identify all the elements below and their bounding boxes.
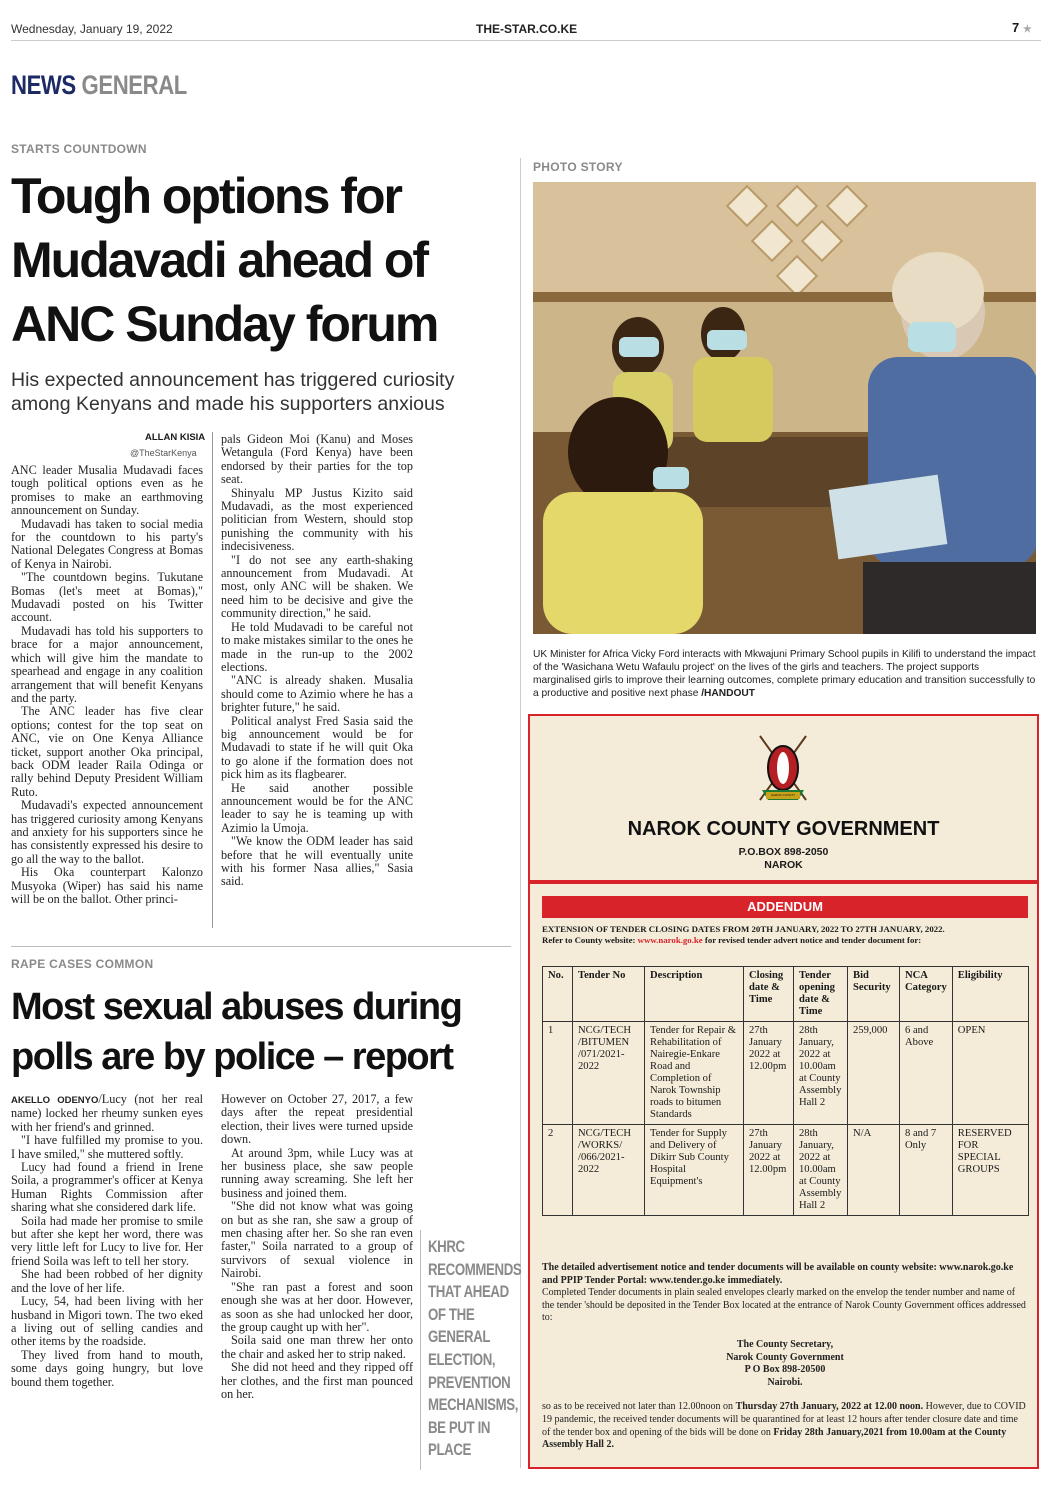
- tender-table: [542, 966, 1029, 1216]
- table-row: [543, 1022, 1029, 1125]
- story1-byline: ALLAN KISIA: [145, 432, 206, 443]
- story2-column-1: [11, 1093, 203, 1389]
- table-cell: OPEN: [952, 1022, 1028, 1125]
- crest-ribbon: NAROK COUNTY: [770, 793, 796, 797]
- story1-column-1: [11, 464, 203, 906]
- ad-intro-line: [542, 935, 1032, 946]
- caption-credit: /HANDOUT: [701, 688, 755, 699]
- closing-text: so as to be received not later than 12.00noon on: [542, 1401, 736, 1413]
- ad-town: NAROK: [764, 859, 803, 871]
- addendum-banner: ADDENDUM: [542, 896, 1028, 918]
- paragraph: "We know the ODM leader has said before that he will eventually unite with his former Nasa allies," Sasia said.: [221, 834, 413, 889]
- ad-note-detailed: The detailed advertisement notice and tender documents will be available on county website: www.narok.go.ke and PPIP Tender Portal: www.tender.go.ke immediately.: [542, 1262, 1014, 1286]
- pullquote-line: MECHANISMS,: [428, 1395, 519, 1415]
- table-cell: 28th January, 2022 at 10.00am at County Assembly Hall 2: [794, 1022, 848, 1125]
- story1-headline: [11, 164, 437, 356]
- column-header: Tender opening date & Time: [794, 967, 848, 1022]
- pullquote-line: PREVENTION: [428, 1372, 511, 1392]
- table-cell: 27th January 2022 at 12.00pm: [744, 1022, 794, 1125]
- paragraph: Mudavadi's expected announcement has triggered curiosity among Kenyans and anxiety for his supporters since he has consistently expressed his desire to go all the way to the ballot.: [11, 798, 203, 866]
- column-header: Eligibility: [952, 967, 1028, 1022]
- column-header: NCA Category: [900, 967, 953, 1022]
- story1-headline-line: Tough options for: [11, 168, 401, 224]
- paragraph: "I do not see any earth-shaking announcement from Mudavadi. At most, only ANC will be shaken. We need him to be decisive and give the community direction," he said.: [221, 552, 413, 621]
- story2-headline-line: polls are by police – report: [11, 1036, 453, 1078]
- address-line: P O Box 898-20500: [744, 1364, 826, 1376]
- paragraph: They lived from hand to mouth, some days going hungry, but love bound them together.: [11, 1347, 203, 1389]
- pullquote-rule: [420, 1230, 421, 1470]
- table-cell: NCG/TECH /BITUMEN /071/2021-2022: [573, 1022, 645, 1125]
- paragraph: The ANC leader has five clear options; contest for the top seat on ANC, vie on One Kenya Alliance ticket, support another Oka principal, back ODM leader Raila Odinga or rally behind Deputy President William Ruto.: [11, 704, 203, 799]
- story1-handle: @TheStarKenya: [130, 448, 197, 458]
- paragraph: At around 3pm, while Lucy was at her business place, she saw people running away screaming. She left her business and joined them.: [221, 1145, 413, 1200]
- county-crest-icon: [752, 730, 814, 810]
- column-header: Tender No: [573, 967, 645, 1022]
- ad-intro: [542, 924, 1032, 946]
- paragraph: Mudavadi has taken to social media for the countdown to his party's National Delegates Congress at Bomas of Kenya in Nairobi.: [11, 516, 203, 571]
- star-icon: ★: [1022, 24, 1032, 35]
- story1-column-2: [221, 433, 413, 889]
- story2-byline: AKELLO ODENYO: [11, 1095, 99, 1106]
- pullquote-line: THAT AHEAD: [428, 1282, 509, 1302]
- paragraph: She had been robbed of her dignity and the love of her life.: [11, 1267, 203, 1295]
- table-cell: NCG/TECH /WORKS/ /066/2021-2022: [573, 1125, 645, 1216]
- closing-date: Thursday 27th January, 2022 at 12.00 noon.: [735, 1401, 924, 1413]
- table-cell: RESERVED FOR SPECIAL GROUPS: [952, 1125, 1028, 1216]
- paragraph: She did not heed and they ripped off her clothes, and the first man pounced on her.: [221, 1360, 413, 1401]
- photo-caption: [533, 648, 1036, 700]
- paragraph: His Oka counterpart Kalonzo Musyoka (Wiper) has said his name will be on the ballot. Other princi-: [11, 865, 203, 906]
- paragraph: "ANC is already shaken. Musalia should come to Azimio where he has a brighter future," he said.: [221, 673, 413, 715]
- column-header: No.: [543, 967, 573, 1022]
- paragraph: He said another possible announcement would be for the ANC leader to say he is teaming up with Azimio la Umoja.: [221, 780, 413, 835]
- story2-column-2: [221, 1093, 413, 1401]
- address-line: Narok County Government: [726, 1351, 844, 1363]
- paragraph: "She ran past a forest and soon enough she was at her door. However, as soon as she had unlocked her door, the group caught up with her".: [221, 1279, 413, 1334]
- paragraph: AKELLO ODENYO/Lucy (not her real name) locked her rheumy sunken eyes with her friend's and grinned.: [11, 1092, 203, 1134]
- column-header: Closing date & Time: [744, 967, 794, 1022]
- table-cell: 2: [543, 1125, 573, 1216]
- story2-headline: [11, 982, 461, 1082]
- table-cell: Tender for Supply and Delivery of Dikirr Sub County Hospital Equipment's: [645, 1125, 744, 1216]
- story2-kicker: RAPE CASES COMMON: [11, 957, 154, 971]
- ad-intro-text: Refer to County website:: [542, 935, 638, 945]
- caption-text: UK Minister for Africa Vicky Ford interacts with Mkwajuni Primary School pupils in Kilifi to understand the impact of the 'Wasichana Wetu Wafaulu project' on the lives of the girls and teachers. The project supports marginalised girls to improve their learning outcomes, complete primary education and transition successfully to a productive and positive next phase: [533, 649, 1036, 699]
- column-header: Bid Security: [848, 967, 900, 1022]
- story1-standfirst: [11, 368, 454, 416]
- table-cell: 27th January 2022 at 12.00pm: [744, 1125, 794, 1216]
- section-primary: NEWS: [11, 70, 76, 100]
- paragraph: He told Mudavadi to be careful not to make mistakes similar to the ones he made in the run-up to the 2002 elections.: [221, 619, 413, 674]
- ad-title: NAROK COUNTY GOVERNMENT: [627, 818, 940, 840]
- paragraph: "I have fulfilled my promise to you. I have smiled," she muttered softly.: [11, 1133, 203, 1161]
- table-cell: 259,000: [848, 1022, 900, 1125]
- county-website-link[interactable]: www.narok.go.ke: [637, 935, 703, 945]
- paragraph: pals Gideon Moi (Kanu) and Moses Wetangula (Ford Kenya) have been endorsed by their parties for the top seat.: [221, 432, 413, 487]
- masthead-rule: [11, 40, 1041, 41]
- story1-headline-line: ANC Sunday forum: [11, 296, 438, 352]
- column-header: Description: [645, 967, 744, 1022]
- classroom-photo-illustration: [533, 182, 1036, 634]
- pullquote-line: BE PUT IN: [428, 1417, 491, 1437]
- table-header-row: [543, 967, 1029, 1022]
- photo-image: [533, 182, 1036, 634]
- table-row: [543, 1125, 1029, 1216]
- paragraph: "The countdown begins. Tukutane Bomas (let's meet at Bomas)," Mudavadi posted on his Twitter account.: [11, 570, 203, 625]
- photo-kicker: PHOTO STORY: [533, 160, 623, 174]
- address-line: The County Secretary,: [736, 1338, 834, 1350]
- paragraph: Mudavadi has told his supporters to brace for a major announcement, which will give him the mandate to spearhead and engage in any coalition arrangement that will benefit Kenyans and the party.: [11, 623, 203, 705]
- paragraph: However on October 27, 2017, a few days after the repeat presidential election, their lives were turned upside down.: [221, 1092, 413, 1147]
- ad-box: P.O.BOX 898-2050: [738, 846, 829, 858]
- story1-headline-line: Mudavadi ahead of: [11, 232, 428, 288]
- address-line: Nairobi.: [767, 1376, 803, 1388]
- ad-note-submission: Completed Tender documents in plain sealed envelopes clearly marked on the envelop the tender number and name of the tender 'should be deposited in the Tender Box located at the entrance of Narok County Government offices addressed to:: [542, 1287, 1026, 1324]
- ad-address: [542, 1339, 1028, 1389]
- masthead-site: THE-STAR.CO.KE: [476, 22, 578, 36]
- paragraph: Lucy had found a friend in Irene Soila, a programmer's officer at Kenya Human Rights Commission after sharing what she considered dark life.: [11, 1160, 203, 1215]
- ad-closing: [542, 1401, 1028, 1451]
- section-secondary: GENERAL: [81, 70, 187, 100]
- paragraph: Shinyalu MP Justus Kizito said Mudavadi, as the most experienced politician from Western, should stop punishing the community with his indecisiveness.: [221, 485, 413, 554]
- pullquote-line: ELECTION,: [428, 1349, 496, 1369]
- page-number: [1012, 20, 1032, 35]
- story-divider: [11, 946, 511, 947]
- table-cell: 8 and 7 Only: [900, 1125, 953, 1216]
- table-cell: N/A: [848, 1125, 900, 1216]
- paragraph: "She did not know what was going on but as she ran, she saw a group of men chasing after her. So she ran even faster," Soila narrated to a group of survivors of sexual violence in Nairobi.: [221, 1199, 413, 1281]
- paragraph: Political analyst Fred Sasia said the big announcement would be for Mudavadi to state if he will quit Oka to go alone if the formation does not pick him as its flagbearer.: [221, 713, 413, 782]
- page-number-text: 7: [1012, 20, 1020, 35]
- paragraph: ANC leader Musalia Mudavadi faces tough political options even as he promises to make an earthmoving announcement on Sunday.: [11, 463, 203, 518]
- pullquote-line: OF THE: [428, 1304, 475, 1324]
- opening-date: Friday 28th January,2021 from 10.00am at the County Assembly Hall 2.: [542, 1426, 1007, 1451]
- standfirst-line: among Kenyans and made his supporters anxious: [11, 393, 445, 415]
- tender-advertisement: [528, 714, 1039, 1469]
- ad-notes: [542, 1262, 1028, 1452]
- pullquote-line: RECOMMENDS: [428, 1259, 522, 1279]
- pullquote-line: KHRC: [428, 1237, 465, 1256]
- pullquote-line: GENERAL: [428, 1327, 491, 1347]
- ad-intro-line: EXTENSION OF TENDER CLOSING DATES FROM 20TH JANUARY, 2022 TO 27TH JANUARY, 2022.: [542, 924, 945, 934]
- pullquote-line: PLACE: [428, 1440, 471, 1460]
- table-cell: 28th January, 2022 at 10.00am at County Assembly Hall 2: [794, 1125, 848, 1216]
- ad-intro-text: for revised tender advert notice and tender document for:: [702, 935, 922, 945]
- table-cell: 1: [543, 1022, 573, 1125]
- paragraph: Lucy, 54, had been living with her husband in Migori town. The two eked a living out of selling candies and other items by the roadside.: [11, 1294, 203, 1349]
- paragraph-text: Lucy (not her real name) locked her rheumy sunken eyes with her friend's and grinned.: [11, 1092, 203, 1134]
- table-cell: Tender for Repair & Rehabilitation of Nairegie-Enkare Road and Completion of Narok Township roads to bitumen Standards: [645, 1022, 744, 1125]
- story1-kicker: STARTS COUNTDOWN: [11, 142, 147, 156]
- standfirst-line: His expected announcement has triggered curiosity: [11, 369, 455, 391]
- story2-pullquote: [428, 1236, 521, 1462]
- story1-column-rule: [212, 432, 213, 928]
- paragraph: Soila said one man threw her onto the chair and asked her to strip naked.: [221, 1333, 413, 1361]
- paragraph: Soila had made her promise to smile but after she kept her word, there was very little left for Lucy to live for. Her friend Soila was left to tell her story.: [11, 1213, 203, 1268]
- table-cell: 6 and Above: [900, 1022, 953, 1125]
- masthead-date: Wednesday, January 19, 2022: [11, 22, 173, 36]
- ad-top-rule: [530, 880, 1037, 884]
- story2-headline-line: Most sexual abuses during: [11, 986, 462, 1028]
- closing-text: However, due to COVID 19 pandemic, the received tender documents will be quarantined for at least 12 hours after tender closure date and time of the tender box and opening of the bids will be done on: [542, 1401, 1026, 1438]
- section-label: [11, 70, 187, 100]
